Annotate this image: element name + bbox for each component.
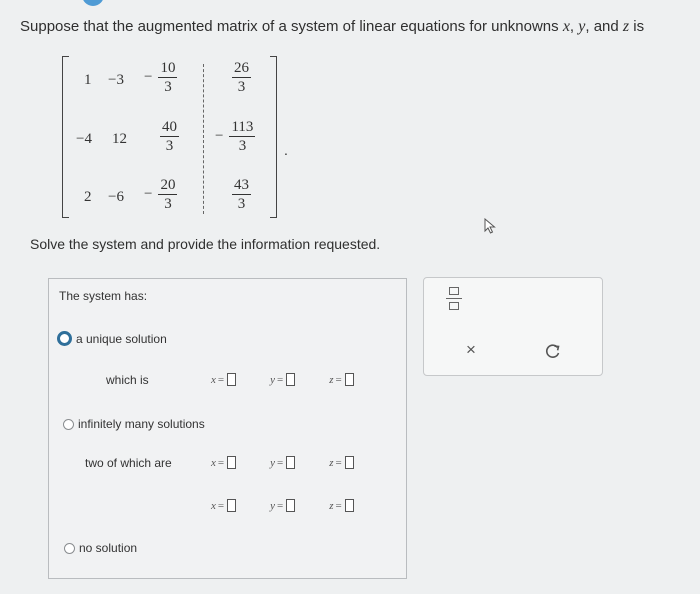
radio-icon[interactable] xyxy=(64,543,75,554)
numerator: 26 xyxy=(234,60,249,76)
left-bracket xyxy=(62,56,69,218)
var-label: x xyxy=(211,373,216,386)
augment-divider xyxy=(203,64,204,214)
y1-input[interactable] xyxy=(286,456,295,469)
radio-selected-icon[interactable] xyxy=(57,331,72,346)
matrix-entry: 2 xyxy=(84,189,92,205)
numerator: 113 xyxy=(231,119,254,135)
top-badge xyxy=(82,0,104,6)
y-input[interactable] xyxy=(286,373,295,386)
prompt-sep: , and xyxy=(585,18,623,35)
matrix-fraction xyxy=(154,118,179,155)
prompt-text-end: is xyxy=(629,18,645,35)
var-label: z xyxy=(329,456,334,469)
x-input[interactable] xyxy=(227,373,236,386)
var-label: y xyxy=(270,456,275,469)
matrix-entry: −6 xyxy=(108,189,124,205)
equals-sign: = xyxy=(335,373,342,386)
infinite-solution-row-1 xyxy=(211,456,354,469)
equals-sign: = xyxy=(277,456,284,469)
numerator: 43 xyxy=(234,177,249,193)
var-y: y xyxy=(578,18,586,35)
augmented-matrix xyxy=(62,52,277,220)
radio-infinitely-many[interactable] xyxy=(63,417,205,431)
var-x: x xyxy=(562,18,570,35)
var-label: z xyxy=(329,373,334,386)
mouse-cursor-icon xyxy=(484,218,498,234)
answer-box xyxy=(48,278,407,579)
sign: − xyxy=(144,69,153,85)
numerator: 10 xyxy=(160,60,176,76)
matrix-fraction xyxy=(144,176,177,213)
equals-sign: = xyxy=(217,373,225,386)
equals-sign: = xyxy=(217,456,225,469)
matrix-entry: −3 xyxy=(108,72,124,88)
radio-icon[interactable] xyxy=(63,419,74,430)
z-input[interactable] xyxy=(345,373,354,386)
equals-sign: = xyxy=(335,456,342,469)
denominator: 3 xyxy=(165,138,174,154)
x1-input[interactable] xyxy=(227,456,236,469)
denominator: 3 xyxy=(237,196,246,212)
denominator: 3 xyxy=(237,79,246,95)
x2-input[interactable] xyxy=(227,499,236,512)
var-label: x xyxy=(211,499,216,512)
var-label: z xyxy=(329,499,334,512)
z1-input[interactable] xyxy=(345,456,354,469)
prompt-text: Suppose that the augmented matrix of a system of linear equations for unknowns xyxy=(20,18,563,35)
equals-sign: = xyxy=(335,499,342,512)
radio-label: a unique solution xyxy=(76,331,167,346)
sign: − xyxy=(215,128,224,144)
matrix-entry: −4 xyxy=(76,131,92,147)
matrix-fraction xyxy=(226,59,251,96)
sign: − xyxy=(144,186,153,202)
var-label: y xyxy=(270,373,275,386)
radio-label: no solution xyxy=(79,541,138,555)
matrix-entry: 12 xyxy=(112,131,127,147)
denominator: 3 xyxy=(164,196,172,212)
unique-solution-row xyxy=(211,373,354,386)
radio-unique-solution[interactable] xyxy=(57,331,167,346)
unique-sub-label: which is xyxy=(106,373,149,387)
matrix-fraction xyxy=(226,176,251,213)
equals-sign: = xyxy=(277,499,284,512)
denominator: 3 xyxy=(164,79,172,95)
var-label: x xyxy=(211,456,216,469)
matrix-entry: 1 xyxy=(84,72,92,88)
infinite-sub-label: two of which are xyxy=(85,456,172,470)
right-bracket xyxy=(270,56,277,218)
var-z: z xyxy=(622,18,630,35)
z2-input[interactable] xyxy=(345,499,354,512)
y2-input[interactable] xyxy=(286,499,295,512)
denominator: 3 xyxy=(238,138,247,154)
matrix-fraction xyxy=(215,118,255,155)
fraction-icon[interactable] xyxy=(446,286,464,312)
radio-label: infinitely many solutions xyxy=(78,417,205,431)
problem-statement xyxy=(20,18,644,36)
undo-icon[interactable] xyxy=(542,340,564,362)
matrix-fraction xyxy=(144,59,177,96)
close-icon[interactable]: × xyxy=(466,340,476,359)
var-label: y xyxy=(270,499,275,512)
numerator: 40 xyxy=(162,119,177,135)
equals-sign: = xyxy=(217,499,225,512)
matrix-period: . xyxy=(284,142,288,158)
numerator: 20 xyxy=(160,177,176,193)
prompt-sep: , xyxy=(569,18,579,35)
radio-no-solution[interactable] xyxy=(64,541,137,555)
answer-heading: The system has: xyxy=(59,289,148,303)
instruction-text: Solve the system and provide the information requested. xyxy=(30,236,381,252)
infinite-solution-row-2 xyxy=(211,499,354,512)
equals-sign: = xyxy=(277,373,284,386)
